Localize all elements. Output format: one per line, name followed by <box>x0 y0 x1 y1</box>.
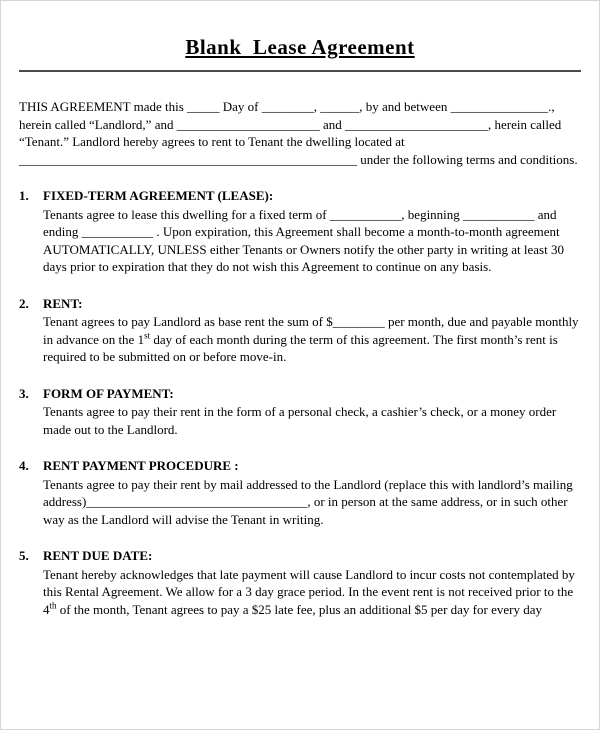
ordinal-superscript: st <box>144 330 151 341</box>
item-body: Tenants agree to lease this dwelling for a fixed term of ___________, beginning ___________ and ending ___________ . Upon expiration, this Agreement shall become a month-to-month agreement AUTOMATICALLY, UNLESS either Tenants or Owners notify the other party in writing at least 30 days prior to expiration that they do not wish this Agreement to continue on any basis. <box>43 206 564 274</box>
item-body: Tenants agree to pay their rent by mail addressed to the Landlord (replace this with landlord’s mailing address)__________________________________, or in person at the same address, or in such other way as the Landlord will advise the Tenant in writing. <box>43 476 573 527</box>
intro-paragraph: THIS AGREEMENT made this _____ Day of ________, ______, by and between _______________., herein called “Landlord,” and ______________________ and ______________________, herein called “Tenant.” Landlord hereby agrees to rent to Tenant the dwelling located at ____________________________________________________ under the following terms and conditions. <box>19 99 578 167</box>
item-content <box>43 187 581 276</box>
item-content <box>43 295 581 366</box>
item-heading: FIXED-TERM AGREEMENT (LEASE): <box>43 188 274 203</box>
item-body-text: day of each month during the term of this agreement. The first month’s rent is required to be submitted on or before move-in. <box>43 331 558 364</box>
page-title: Blank Lease Agreement <box>185 35 415 59</box>
lease-item-fixed-term <box>19 187 581 276</box>
lease-item-rent-payment-procedure <box>19 457 581 528</box>
item-heading: RENT PAYMENT PROCEDURE : <box>43 458 239 473</box>
item-body-text: Tenant agrees to pay Landlord as base rent the sum of $________ per month, due and payable monthly in advance on the 1 <box>43 314 579 347</box>
lease-terms-list <box>19 187 581 618</box>
item-number: 5. <box>19 548 29 563</box>
item-number: 2. <box>19 295 29 311</box>
item-number: 4. <box>19 458 29 473</box>
item-body <box>43 313 581 366</box>
item-body <box>43 566 581 619</box>
item-body-text: Tenant hereby acknowledges that late payment will cause Landlord to incur costs not contemplated by this Rental Agreement. We allow for a 3 day grace period. In the event rent is not received prior to the 4 <box>43 566 575 617</box>
item-heading: RENT: <box>43 295 83 311</box>
item-body-text: of the month, Tenant agrees to pay a $25 late fee, plus an additional $5 per day for every day <box>56 601 542 617</box>
item-body: Tenants agree to pay their rent in the form of a personal check, a cashier’s check, or a money order made out to the Landlord. <box>43 404 557 437</box>
item-content <box>43 547 581 618</box>
item-content <box>43 457 581 528</box>
lease-item-rent <box>19 295 581 366</box>
ordinal-superscript: th <box>49 600 57 611</box>
title-divider <box>19 70 581 72</box>
item-heading: FORM OF PAYMENT: <box>43 385 174 401</box>
item-content <box>43 385 581 439</box>
item-number: 3. <box>19 385 29 401</box>
item-heading: RENT DUE DATE: <box>43 548 153 563</box>
lease-item-rent-due-date <box>19 547 581 618</box>
item-number: 1. <box>19 188 29 203</box>
lease-item-form-of-payment <box>19 385 581 439</box>
